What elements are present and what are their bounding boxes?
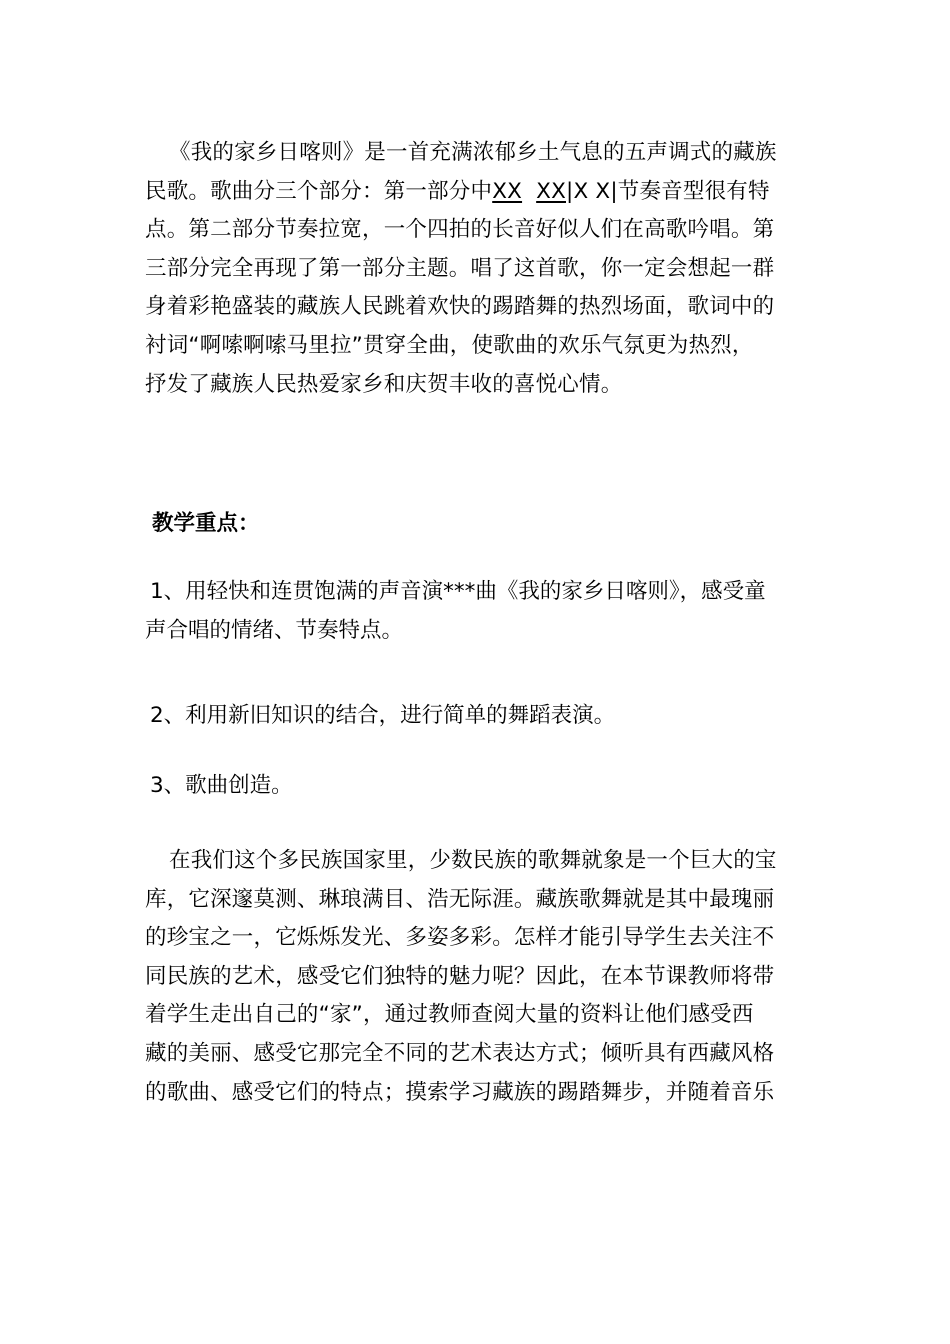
closing-line-2: 库，它深邃莫测、琳琅满目、浩无际涯。藏族歌舞就是其中最瑰丽 (145, 886, 775, 912)
rhythm-notation-1: XX (492, 178, 523, 204)
closing-line-3: 的珍宝之一，它烁烁发光、多姿多彩。怎样才能引导学生去关注不 (145, 925, 775, 951)
intro-line-6: 衬词“啊嗦啊嗦马里拉”贯穿全曲，使歌曲的欢乐气氛更为热烈， (145, 332, 754, 358)
intro-paragraph (145, 134, 811, 404)
closing-line-7: 的歌曲、感受它们的特点；摸索学习藏族的踢踏舞步，并随着音乐 (145, 1079, 775, 1105)
closing-line-4: 同民族的艺术，感受它们独特的魅力呢？因此，在本节课教师将带 (145, 963, 775, 989)
intro-line-1: 《我的家乡日喀则》是一首充满浓郁乡土气息的五声调式的藏族 (169, 140, 777, 165)
intro-line-7: 抒发了藏族人民热爱家乡和庆贺丰收的喜悦心情。 (145, 371, 623, 397)
list-item-2: 2、利用新旧知识的结合，进行简单的舞蹈表演。 (150, 703, 616, 728)
rhythm-notation-3: |X X| (566, 178, 618, 204)
closing-line-5: 着学生走出自己的“家”，通过教师查阅大量的资料让他们感受西 (145, 1002, 754, 1028)
list-item-1: 1、用轻快和连贯饱满的声音演***曲《我的家乡日喀则》，感受童 声合唱的情绪、节奏特点。 (145, 579, 766, 643)
intro-line-3: 点。第二部分节奏拉宽，一个四拍的长音好似人们在高歌吟唱。第 (145, 217, 775, 243)
intro-line-5: 身着彩艳盛装的藏族人民跳着欢快的踢踏舞的热烈场面，歌词中的 (145, 294, 775, 320)
intro-line-4: 三部分完全再现了第一部分主题。唱了这首歌，你一定会想起一群 (145, 255, 775, 281)
intro-line-2: 民歌。歌曲分三个部分：第一部分中XX XX|X X|节奏音型很有特 (145, 178, 770, 204)
closing-line-6: 藏的美丽、感受它那完全不同的艺术表达方式；倾听具有西藏风格 (145, 1040, 775, 1066)
rhythm-notation-2: XX (536, 178, 566, 204)
closing-line-1: 在我们这个多民族国家里，少数民族的歌舞就象是一个巨大的宝 (169, 848, 777, 873)
section-heading: 教学重点： (152, 511, 260, 536)
closing-paragraph (145, 842, 811, 1112)
list-item-3: 3、歌曲创造。 (150, 773, 293, 798)
